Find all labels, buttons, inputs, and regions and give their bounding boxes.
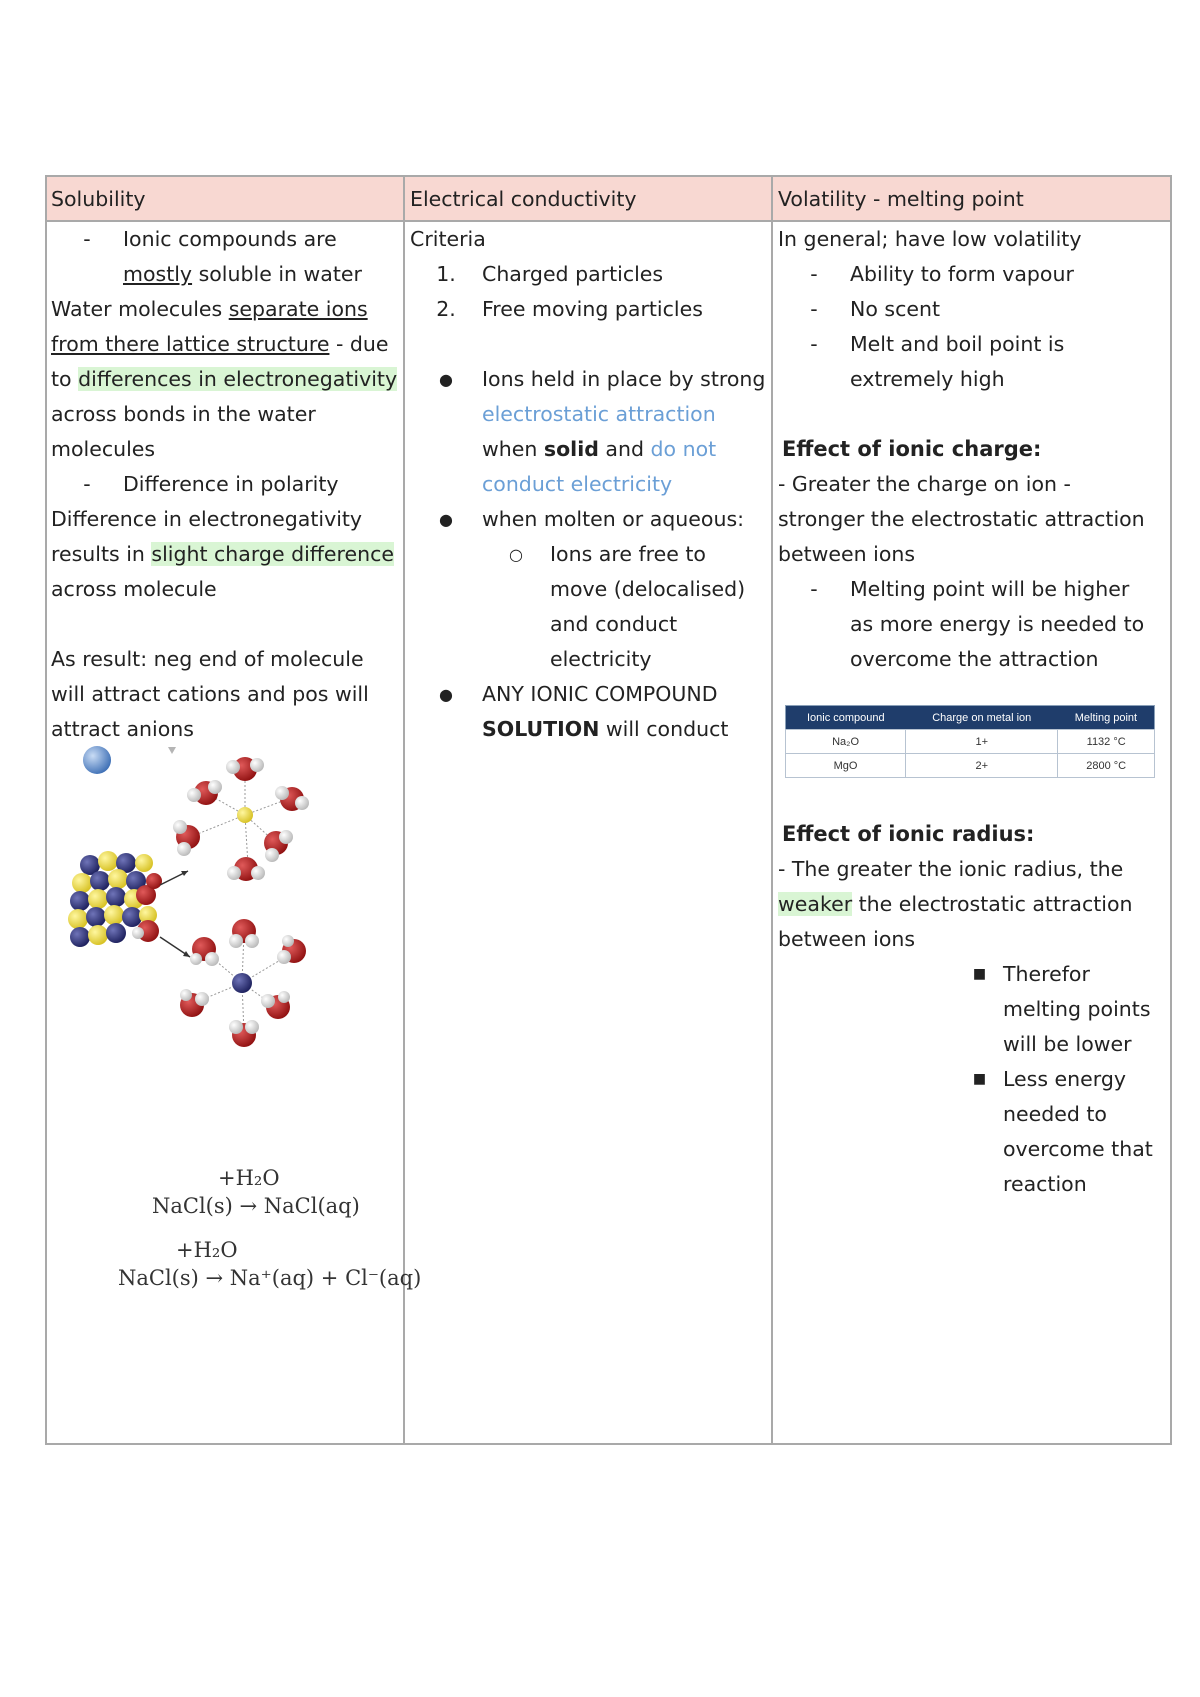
- table-cell: Na₂O: [786, 730, 906, 754]
- conductivity-column: Criteria 1. Charged particles 2. Free moving particles ● Ions held in place by strong electrostatic attraction when solid and do not conduct electricity ● when molten or aqueous: ○ Ions are free to move (delocalised) and conduct electricity ● ANY IONIC COMPOUND SOLUTION will conduct: [410, 222, 770, 747]
- equation-2: NaCl(s) → Na⁺(aq) + Cl⁻(aq): [118, 1266, 422, 1290]
- volatility-column: In general; have low volatility - Ability to form vapour - No scent - Melt and boil point is extremely high Effect of ionic charge: - Greater the charge on ion - stronger the electrostatic attraction between ions - Melting point will be higher as more energy is needed to overcome the attraction Effect of ionic radius: - The greater the ionic radius, the weaker the electrostatic attraction between ions ■ Therefor melting points will be lower ■ Less energy needed to overcome that reaction: [778, 222, 1168, 1202]
- table-header-cell: Melting point: [1058, 706, 1155, 730]
- table-cell: 1132 °C: [1058, 730, 1155, 754]
- list-item: ■ Therefor melting points will be lower: [972, 962, 1151, 1056]
- table-header-cell: Charge on metal ion: [906, 706, 1058, 730]
- column-divider: [771, 177, 773, 1443]
- table-row: [786, 754, 1155, 778]
- lattice-cluster: [68, 851, 162, 947]
- table-cell: 2+: [906, 754, 1058, 778]
- equation-1-reagent: +H₂O: [218, 1166, 280, 1190]
- caret-icon: [168, 747, 176, 754]
- table-cell: 1+: [906, 730, 1058, 754]
- globe-icon: [83, 746, 111, 774]
- list-item: - Ionic compounds are mostly soluble in water: [83, 227, 362, 286]
- list-item: ■ Less energy needed to overcome that reaction: [972, 1067, 1153, 1196]
- dissolving-lattice-illustration: [60, 745, 360, 1055]
- melting-point-table: [785, 705, 1155, 778]
- header-volatility: Volatility - melting point: [778, 187, 1024, 211]
- list-item: ○ Ions are free to move (delocalised) and conduct electricity: [509, 542, 746, 671]
- column-divider: [403, 177, 405, 1443]
- table-header-row: [786, 706, 1155, 730]
- section-heading: Effect of ionic radius:: [782, 822, 1035, 846]
- table-header-cell: Ionic compound: [786, 706, 906, 730]
- list-item: ● ANY IONIC COMPOUND SOLUTION will conduct: [439, 682, 729, 741]
- list-item: 1. Charged particles: [436, 262, 664, 286]
- equation-1: NaCl(s) → NaCl(aq): [152, 1194, 360, 1218]
- header-solubility: Solubility: [51, 187, 146, 211]
- hydrated-anion: [180, 919, 306, 1047]
- list-item: - No scent: [810, 297, 940, 321]
- list-item: - Melting point will be higher as more energy is needed to overcome the attraction: [810, 577, 1145, 671]
- solubility-column: - Ionic compounds are mostly soluble in water Water molecules separate ions from there lattice structure - due to differences in electronegativity across bonds in the water molecules - Difference in polarity Difference in electronegativity results in slight charge difference across molecule As result: neg end of molecule will attract cations and pos will attract anions: [51, 222, 401, 747]
- list-item: 2. Free moving particles: [436, 297, 703, 321]
- hydrated-cation: [173, 757, 309, 881]
- highlight: weaker: [778, 892, 853, 916]
- highlight: differences in electronegativity: [78, 367, 398, 391]
- table-cell: 2800 °C: [1058, 754, 1155, 778]
- highlight: slight charge difference: [151, 542, 394, 566]
- list-item: ● Ions held in place by strong electrostatic attraction when solid and do not conduct electricity: [439, 367, 766, 496]
- table-cell: MgO: [786, 754, 906, 778]
- header-conductivity: Electrical conductivity: [410, 187, 637, 211]
- table-row: [786, 730, 1155, 754]
- section-heading: Effect of ionic charge:: [782, 437, 1042, 461]
- list-item: ● when molten or aqueous:: [439, 507, 745, 531]
- list-item: - Melt and boil point is extremely high: [810, 332, 1065, 391]
- list-item: - Ability to form vapour: [810, 262, 1074, 286]
- equation-2-reagent: +H₂O: [176, 1238, 238, 1262]
- list-item: - Difference in polarity: [83, 472, 339, 496]
